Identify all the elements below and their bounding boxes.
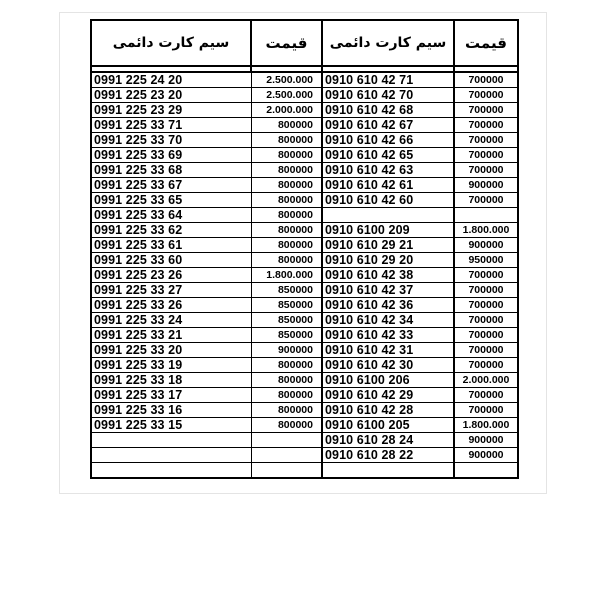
right-price: 700000 bbox=[454, 388, 518, 403]
left-sim-number: 0991 225 33 60 bbox=[91, 253, 251, 268]
header-right-price: قیمت bbox=[454, 20, 518, 66]
right-price: 900000 bbox=[454, 448, 518, 463]
table-row bbox=[91, 193, 518, 208]
table-row bbox=[91, 328, 518, 343]
left-sim-number bbox=[91, 463, 251, 479]
header-left-number: سیم کارت دائمی bbox=[91, 20, 251, 66]
left-price: 800000 bbox=[251, 163, 322, 178]
right-sim-number: 0910 6100 209 bbox=[322, 223, 454, 238]
left-price: 800000 bbox=[251, 118, 322, 133]
right-sim-number: 0910 610 29 21 bbox=[322, 238, 454, 253]
right-price: 900000 bbox=[454, 238, 518, 253]
left-sim-number: 0991 225 33 17 bbox=[91, 388, 251, 403]
left-price: 800000 bbox=[251, 193, 322, 208]
table-row bbox=[91, 133, 518, 148]
right-price: 700000 bbox=[454, 72, 518, 88]
left-sim-number: 0991 225 33 65 bbox=[91, 193, 251, 208]
left-sim-number: 0991 225 33 27 bbox=[91, 283, 251, 298]
table-row bbox=[91, 268, 518, 283]
table-row bbox=[91, 148, 518, 163]
right-price: 700000 bbox=[454, 343, 518, 358]
left-sim-number: 0991 225 33 20 bbox=[91, 343, 251, 358]
right-sim-number: 0910 610 42 67 bbox=[322, 118, 454, 133]
left-sim-number: 0991 225 23 29 bbox=[91, 103, 251, 118]
table-row bbox=[91, 433, 518, 448]
left-sim-number bbox=[91, 433, 251, 448]
table-row bbox=[91, 88, 518, 103]
right-sim-number: 0910 610 28 24 bbox=[322, 433, 454, 448]
table-header-row bbox=[91, 20, 518, 66]
table-row bbox=[91, 238, 518, 253]
left-price bbox=[251, 448, 322, 463]
table-row bbox=[91, 163, 518, 178]
table-row bbox=[91, 358, 518, 373]
left-sim-number: 0991 225 33 70 bbox=[91, 133, 251, 148]
right-sim-number: 0910 6100 205 bbox=[322, 418, 454, 433]
right-price: 700000 bbox=[454, 328, 518, 343]
right-sim-number: 0910 610 42 66 bbox=[322, 133, 454, 148]
left-sim-number: 0991 225 33 69 bbox=[91, 148, 251, 163]
right-price: 900000 bbox=[454, 178, 518, 193]
right-price: 700000 bbox=[454, 133, 518, 148]
left-price: 800000 bbox=[251, 148, 322, 163]
right-sim-number: 0910 610 42 61 bbox=[322, 178, 454, 193]
table-row bbox=[91, 403, 518, 418]
header-right-number: سیم کارت دائمی bbox=[322, 20, 454, 66]
left-price: 1.800.000 bbox=[251, 268, 322, 283]
right-sim-number: 0910 610 42 37 bbox=[322, 283, 454, 298]
left-price: 800000 bbox=[251, 133, 322, 148]
right-price: 700000 bbox=[454, 148, 518, 163]
right-sim-number bbox=[322, 208, 454, 223]
right-price: 700000 bbox=[454, 403, 518, 418]
left-price: 800000 bbox=[251, 403, 322, 418]
left-price: 800000 bbox=[251, 388, 322, 403]
right-sim-number: 0910 610 42 29 bbox=[322, 388, 454, 403]
table-row bbox=[91, 178, 518, 193]
right-price: 1.800.000 bbox=[454, 223, 518, 238]
left-sim-number: 0991 225 23 20 bbox=[91, 88, 251, 103]
left-price: 850000 bbox=[251, 283, 322, 298]
left-price: 850000 bbox=[251, 313, 322, 328]
left-sim-number: 0991 225 33 67 bbox=[91, 178, 251, 193]
left-sim-number: 0991 225 33 21 bbox=[91, 328, 251, 343]
right-price: 700000 bbox=[454, 118, 518, 133]
left-sim-number: 0991 225 23 26 bbox=[91, 268, 251, 283]
left-sim-number: 0991 225 33 19 bbox=[91, 358, 251, 373]
right-sim-number: 0910 610 42 28 bbox=[322, 403, 454, 418]
right-price bbox=[454, 463, 518, 479]
table-row bbox=[91, 463, 518, 479]
left-sim-number: 0991 225 33 64 bbox=[91, 208, 251, 223]
left-sim-number: 0991 225 33 26 bbox=[91, 298, 251, 313]
left-price: 800000 bbox=[251, 418, 322, 433]
right-sim-number: 0910 610 42 34 bbox=[322, 313, 454, 328]
left-price: 800000 bbox=[251, 178, 322, 193]
left-price: 850000 bbox=[251, 328, 322, 343]
right-sim-number: 0910 610 42 70 bbox=[322, 88, 454, 103]
header-left-price: قیمت bbox=[251, 20, 322, 66]
left-sim-number: 0991 225 33 16 bbox=[91, 403, 251, 418]
right-price: 700000 bbox=[454, 163, 518, 178]
table-row bbox=[91, 418, 518, 433]
right-price: 700000 bbox=[454, 313, 518, 328]
left-sim-number: 0991 225 33 61 bbox=[91, 238, 251, 253]
right-price: 950000 bbox=[454, 253, 518, 268]
table-row bbox=[91, 313, 518, 328]
table-row bbox=[91, 253, 518, 268]
right-price: 700000 bbox=[454, 103, 518, 118]
left-price: 800000 bbox=[251, 373, 322, 388]
right-price: 700000 bbox=[454, 283, 518, 298]
right-price: 1.800.000 bbox=[454, 418, 518, 433]
left-price: 800000 bbox=[251, 358, 322, 373]
table-row bbox=[91, 283, 518, 298]
left-price: 800000 bbox=[251, 253, 322, 268]
right-price: 700000 bbox=[454, 193, 518, 208]
right-sim-number: 0910 610 42 33 bbox=[322, 328, 454, 343]
table-row bbox=[91, 103, 518, 118]
right-sim-number: 0910 610 42 36 bbox=[322, 298, 454, 313]
table-row bbox=[91, 298, 518, 313]
right-sim-number: 0910 610 42 60 bbox=[322, 193, 454, 208]
right-sim-number: 0910 610 42 71 bbox=[322, 72, 454, 88]
right-sim-number: 0910 610 42 68 bbox=[322, 103, 454, 118]
left-price: 800000 bbox=[251, 223, 322, 238]
right-sim-number: 0910 610 42 65 bbox=[322, 148, 454, 163]
right-sim-number: 0910 610 42 31 bbox=[322, 343, 454, 358]
right-sim-number: 0910 6100 206 bbox=[322, 373, 454, 388]
left-price bbox=[251, 433, 322, 448]
right-price bbox=[454, 208, 518, 223]
table-row bbox=[91, 72, 518, 88]
left-price bbox=[251, 463, 322, 479]
left-sim-number: 0991 225 33 18 bbox=[91, 373, 251, 388]
left-sim-number bbox=[91, 448, 251, 463]
right-sim-number: 0910 610 42 38 bbox=[322, 268, 454, 283]
right-sim-number: 0910 610 42 63 bbox=[322, 163, 454, 178]
left-price: 800000 bbox=[251, 208, 322, 223]
left-sim-number: 0991 225 33 62 bbox=[91, 223, 251, 238]
right-price: 700000 bbox=[454, 88, 518, 103]
left-sim-number: 0991 225 33 24 bbox=[91, 313, 251, 328]
table-row bbox=[91, 223, 518, 238]
right-sim-number: 0910 610 29 20 bbox=[322, 253, 454, 268]
left-sim-number: 0991 225 33 68 bbox=[91, 163, 251, 178]
right-price: 700000 bbox=[454, 358, 518, 373]
right-sim-number: 0910 610 28 22 bbox=[322, 448, 454, 463]
table-row bbox=[91, 343, 518, 358]
table-row bbox=[91, 448, 518, 463]
table-row bbox=[91, 373, 518, 388]
document-sheet bbox=[59, 12, 547, 494]
table-row bbox=[91, 388, 518, 403]
right-price: 900000 bbox=[454, 433, 518, 448]
left-sim-number: 0991 225 33 71 bbox=[91, 118, 251, 133]
right-sim-number bbox=[322, 463, 454, 479]
table-row bbox=[91, 118, 518, 133]
right-sim-number: 0910 610 42 30 bbox=[322, 358, 454, 373]
left-price: 2.500.000 bbox=[251, 88, 322, 103]
right-price: 700000 bbox=[454, 298, 518, 313]
sim-card-price-table bbox=[90, 19, 519, 479]
left-price: 900000 bbox=[251, 343, 322, 358]
right-price: 700000 bbox=[454, 268, 518, 283]
right-price: 2.000.000 bbox=[454, 373, 518, 388]
left-sim-number: 0991 225 24 20 bbox=[91, 72, 251, 88]
left-price: 2.000.000 bbox=[251, 103, 322, 118]
left-price: 800000 bbox=[251, 238, 322, 253]
left-price: 850000 bbox=[251, 298, 322, 313]
left-sim-number: 0991 225 33 15 bbox=[91, 418, 251, 433]
left-price: 2.500.000 bbox=[251, 72, 322, 88]
table-row bbox=[91, 208, 518, 223]
